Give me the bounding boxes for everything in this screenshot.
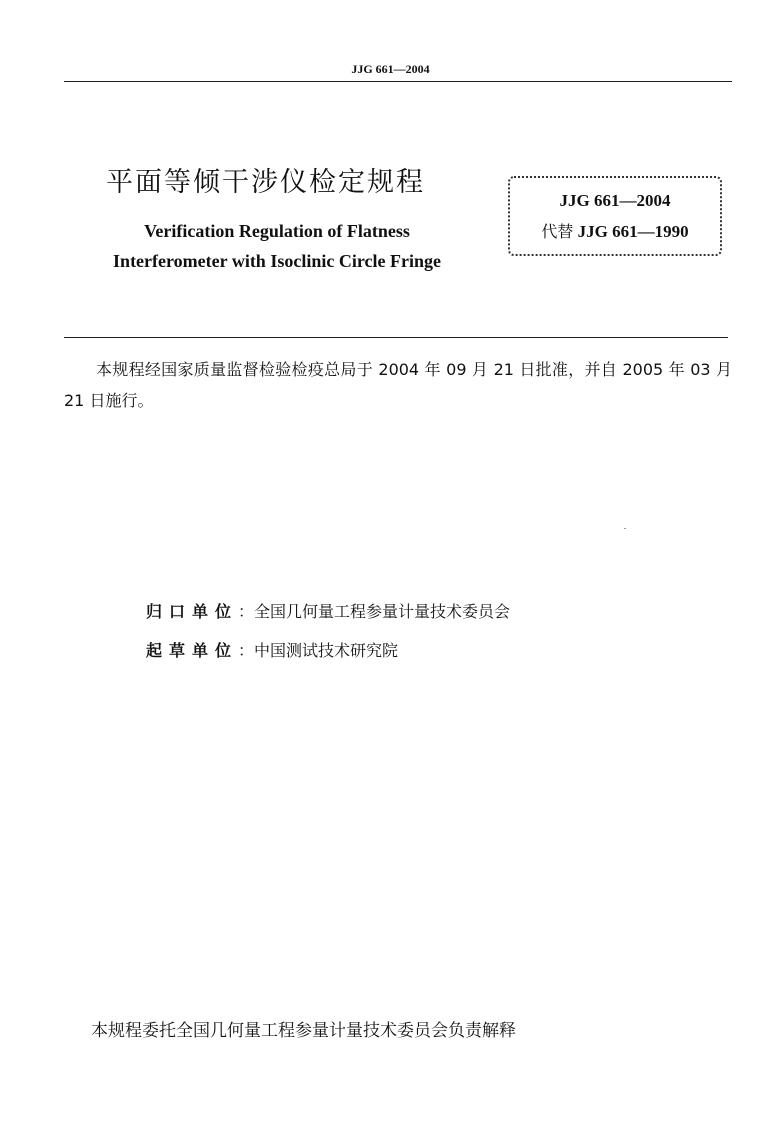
replaces-standard-code [508,219,722,242]
responsible-unit-separator: ： [238,602,255,621]
responsible-unit-value: 全国几何量工程参量计量技术委员会 [254,602,511,621]
responsible-unit-label: 归口单位 [146,602,239,621]
interpretation-note: 本规程委托全国几何量工程参量计量技术委员会负责解释 [91,1021,516,1041]
document-title-chinese: 平面等倾干涉仪检定规程 [106,167,425,198]
drafting-unit-separator: ： [238,641,255,660]
document-code-header: JJG 661—2004 [351,62,430,76]
approval-statement: 本规程经国家质量监督检验检疫总局于 2004 年 09 月 21 日批准，并自 2005 年 03 月 21 日施行。 [64,360,732,410]
drafting-unit-value: 中国测试技术研究院 [254,641,399,660]
document-title-english-line2: Interferometer with Isoclinic Circle Fringe [113,251,441,271]
header-divider [64,81,732,82]
drafting-unit-row [146,638,398,661]
document-title-english-line1: Verification Regulation of Flatness [144,221,410,241]
replaces-code: JJG 661—1990 [577,222,689,241]
section-divider [64,337,728,338]
drafting-unit-label: 起草单位 [146,641,239,660]
responsible-unit-row [146,599,510,622]
standard-code: JJG 661—2004 [559,191,671,210]
replaces-prefix: 代替 [541,222,574,241]
scan-speck [624,528,626,529]
standard-code-box [508,176,722,256]
